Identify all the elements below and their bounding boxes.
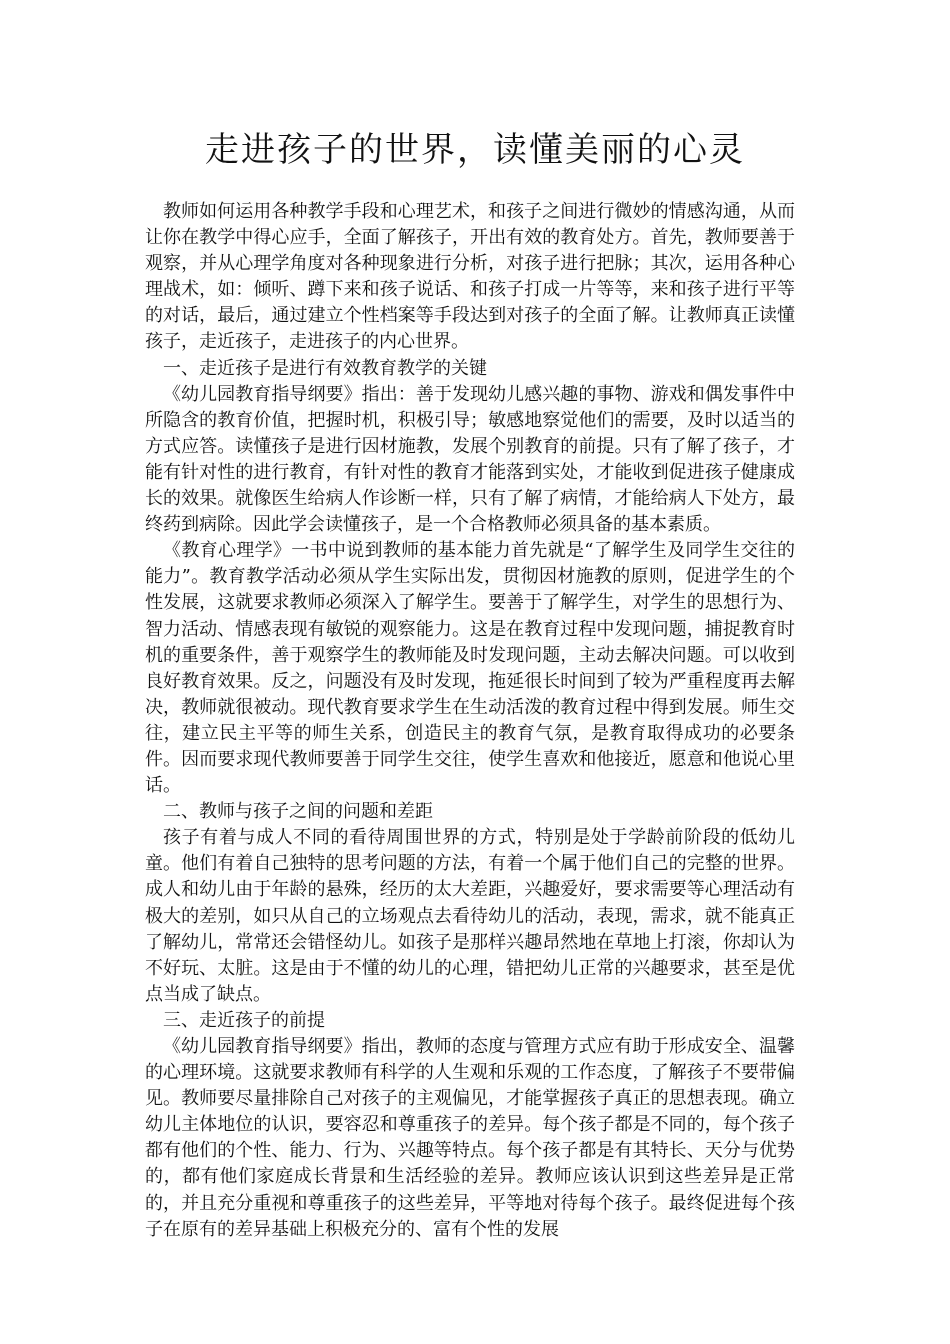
paragraph-intro: 教师如何运用各种教学手段和心理艺术，和孩子之间进行微妙的情感沟通，从而让你在教学中得心应手，全面了解孩子，开出有效的教育处方。首先，教师要善于观察，并从心理学角度对各种现象进行分析，对孩子进行把脉；其次，运用各种心理战术，如：倾听、蹲下来和孩子说话、和孩子打成一片等等，来和孩子进行平等的对话，最后，通过建立个性档案等手段达到对孩子的全面了解。让教师真正读懂孩子，走近孩子，走进孩子的内心世界。 [145, 201, 795, 353]
paragraph-section-2: 孩子有着与成人不同的看待周围世界的方式，特别是处于学龄前阶段的低幼儿童。他们有着自己独特的思考问题的方法，有着一个属于他们自己的完整的世界。成人和幼儿由于年龄的悬殊，经历的太大差距，兴趣爱好，要求需要等心理活动有极大的差别，如只从自己的立场观点去看待幼儿的活动，表现，需求，就不能真正了解幼儿，常常还会错怪幼儿。如孩子是那样兴趣昂然地在草地上打滚，你却认为不好玩、太脏。这是由于不懂的幼儿的心理，错把幼儿正常的兴趣要求，甚至是优点当成了缺点。 [145, 827, 795, 1005]
paragraph-section-1-a: 《幼儿园教育指导纲要》指出：善于发现幼儿感兴趣的事物、游戏和偶发事件中所隐含的教育价值，把握时机，积极引导；敏感地察觉他们的需要，及时以适当的方式应答。读懂孩子是进行因材施教，发展个别教育的前提。只有了解了孩子，才能有针对性的进行教育，有针对性的教育才能落到实处，才能收到促进孩子健康成长的效果。就像医生给病人作诊断一样，只有了解了病情，才能给病人下处方，最终药到病除。因此学会读懂孩子，是一个合格教师必须具备的基本素质。 [145, 383, 795, 536]
section-heading-3: 三、走近孩子的前提 [163, 1009, 325, 1031]
section-heading-1: 一、走近孩子是进行有效教育教学的关键 [163, 357, 487, 379]
paragraph-section-3: 《幼儿园教育指导纲要》指出，教师的态度与管理方式应有助于形成安全、温馨的心理环境。这就要求教师有科学的人生观和乐观的工作态度，了解孩子不要带偏见。教师要尽量排除自己对孩子的主观偏见，才能掌握孩子真正的思想表现。确立幼儿主体地位的认识，要容忍和尊重孩子的差异。每个孩子都是不同的，每个孩子都有他们的个性、能力、行为、兴趣等特点。每个孩子都是有其特长、天分与优势的，都有他们家庭成长背景和生活经验的差异。教师应该认识到这些差异是正常的，并且充分重视和尊重孩子的这些差异，平等地对待每个孩子。最终促进每个孩子在原有的差异基础上积极充分的、富有个性的发展 [145, 1036, 795, 1240]
document-title: 走进孩子的世界，读懂美丽的心灵 [205, 130, 745, 170]
paragraph-section-1-b: 《教育心理学》一书中说到教师的基本能力首先就是“了解学生及同学生交往的能力”。教育教学活动必须从学生实际出发，贯彻因材施教的原则，促进学生的个性发展，这就要求教师必须深入了解学生。要善于了解学生，对学生的思想行为、智力活动、情感表现有敏锐的观察能力。这是在教育过程中发现问题，捕捉教育时机的重要条件，善于观察学生的教师能及时发现问题，主动去解决问题。可以收到良好教育效果。反之，问题没有及时发现，拖延很长时间到了较为严重程度再去解决，教师就很被动。现代教育要求学生在生动活泼的教育过程中得到发展。师生交往，建立民主平等的师生关系，创造民主的教育气氛，是教育取得成功的必要条件。因而要求现代教师要善于同学生交往，使学生喜欢和他接近，愿意和他说心里话。 [145, 540, 795, 797]
section-heading-2: 二、教师与孩子之间的问题和差距 [163, 801, 433, 823]
document-body [145, 199, 795, 1243]
